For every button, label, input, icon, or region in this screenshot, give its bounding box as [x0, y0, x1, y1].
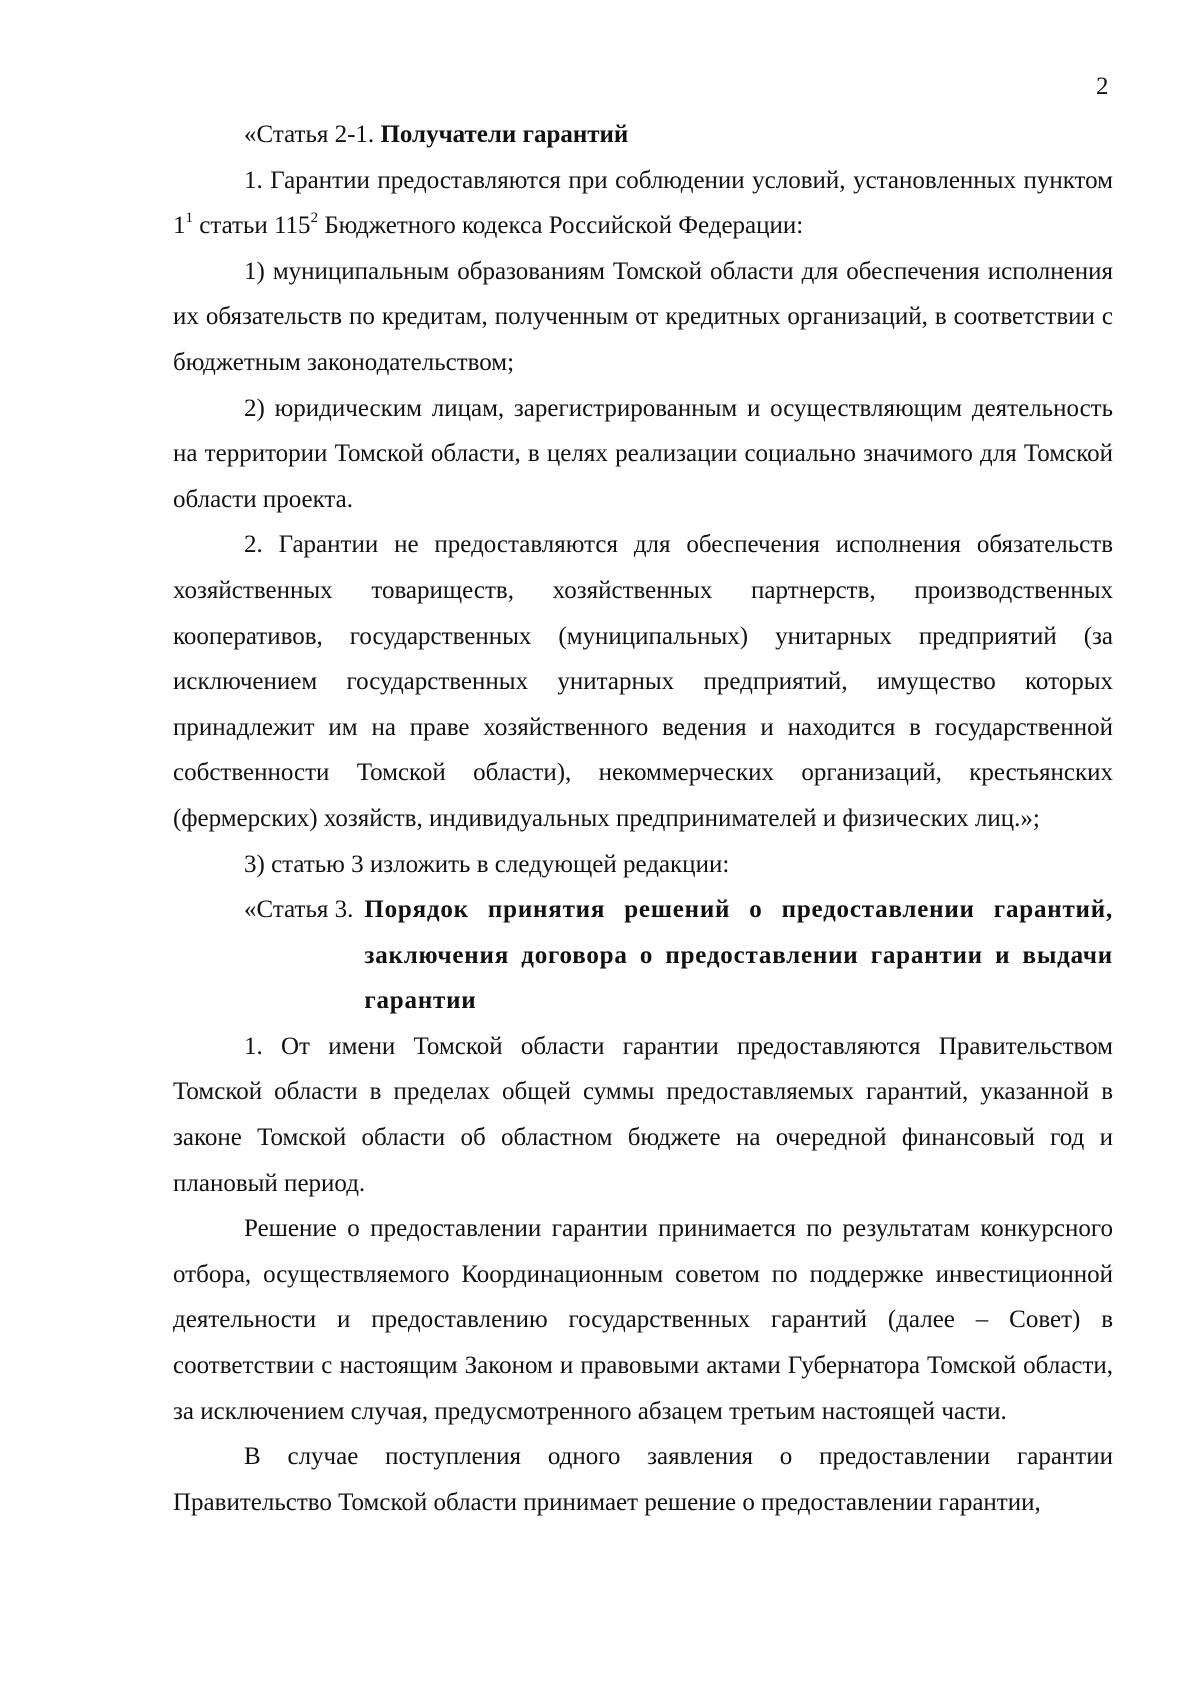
- amendment-item-3: 3) статью 3 изложить в следующей редакции:: [244, 850, 730, 878]
- article-2-1-item-2: 2) юридическим лицам, зарегистрированным и осуществляющим деятельность на территории Томской области, в целях реализации социально значимого для Томской области проекта.: [173, 394, 1113, 513]
- superscript: 1: [185, 209, 193, 226]
- paragraph-text: статьи 115: [193, 212, 311, 240]
- paragraph-text: 1. Гарантии предоставляются при соблюдении условий, установленных пунктом 1: [173, 166, 1113, 240]
- article-3-paragraph-1: 1. От имени Томской области гарантии предоставляются Правительством Томской области в пределах общей суммы предоставляемых гарантий, указанной в законе Томской области об областном бюджете на очередной финансовый год и плановый период.: [173, 1032, 1113, 1197]
- article-2-1-paragraph-1: [173, 158, 1113, 249]
- paragraph-text: Бюджетного кодекса Российской Федерации:: [318, 212, 804, 240]
- article-3-title: Порядок принятия решений о предоставлении гарантий, заключения договора о предоставлении гарантии и выдачи гарантии: [364, 896, 1113, 1015]
- superscript: 2: [310, 209, 319, 226]
- article-2-1-title: Получатели гарантий: [380, 121, 629, 148]
- document-body: [173, 112, 1113, 1525]
- article-3-paragraph-3: В случае поступления одного заявления о предоставлении гарантии Правительство Томской области принимает решение о предоставлении гарантии,: [173, 1443, 1113, 1516]
- article-3-paragraph-2: Решение о предоставлении гарантии принимается по результатам конкурсного отбора, осуществляемого Координационным советом по поддержке инвестиционной деятельности и предоставлению государственных гарантий (далее – Совет) в соответствии с настоящим Законом и правовыми актами Губернатора Томской области, за исключением случая, предусмотренного абзацем третьим настоящей части.: [173, 1215, 1113, 1425]
- article-3-heading: [173, 887, 1113, 1024]
- article-2-1-item-1: 1) муниципальным образованиям Томской области для обеспечения исполнения их обязательств по кредитам, полученным от кредитных организаций, в соответствии с бюджетным законодательством;: [173, 257, 1113, 376]
- article-2-1-paragraph-2: 2. Гарантии не предоставляются для обеспечения исполнения обязательств хозяйственных товариществ, хозяйственных партнерств, производственных кооперативов, государственных (муниципальных) унитарных предприятий (за исключением государственных унитарных предприятий, имущество которых принадлежит им на праве хозяйственного ведения и находится в государственной собственности Томской области), некоммерческих организаций, крестьянских (фермерских) хозяйств, индивидуальных предпринимателей и физических лиц.»;: [173, 531, 1113, 832]
- article-3-label: «Статья 3.: [244, 896, 354, 924]
- page-number: 2: [1096, 73, 1109, 100]
- article-2-1-label: «Статья 2-1.: [244, 121, 375, 148]
- article-2-1-heading: [173, 112, 1113, 158]
